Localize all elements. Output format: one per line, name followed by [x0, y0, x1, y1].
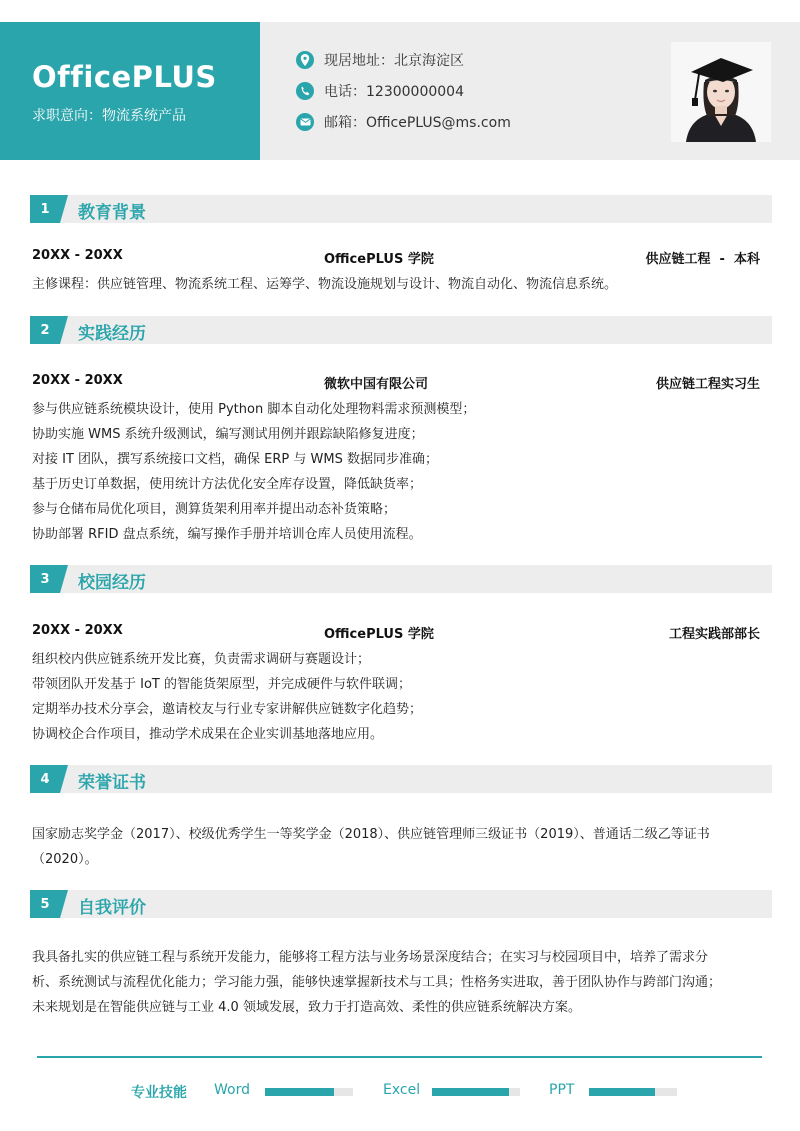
profile-photo [671, 42, 771, 142]
skill-bar [265, 1088, 353, 1096]
section-number: 4 [30, 765, 60, 793]
phone-row [296, 81, 464, 101]
education-entry [32, 248, 760, 268]
self-evaluation-line: 未来规划是在智能供应链与工业 4.0 领域发展，致力于打造高效、柔性的供应链系统解决方案。 [32, 1000, 581, 1015]
entry-organization: OfficePLUS 学院 [324, 252, 434, 267]
section-title: 自我评价 [78, 898, 146, 918]
entry-role: 供应链工程实习生 [655, 377, 760, 392]
skill-bar-fill [432, 1088, 509, 1096]
location-pin-icon [296, 51, 314, 69]
skill-name: Excel [383, 1082, 421, 1098]
list-item: 协调校企合作项目，推动学术成果在企业实训基地落地应用。 [32, 727, 384, 742]
campus-entry [32, 623, 760, 643]
skill-bar-fill [589, 1088, 655, 1096]
entry-organization: OfficePLUS 学院 [324, 627, 434, 642]
skill-bar [589, 1088, 677, 1096]
list-item: 协助部署 RFID 盘点系统，编写操作手册并培训仓库人员使用流程。 [32, 527, 422, 542]
section-number: 1 [30, 195, 60, 223]
section-header-practice [30, 316, 772, 344]
list-item: 组织校内供应链系统开发比赛，负责需求调研与赛题设计； [32, 652, 371, 667]
practice-entry [32, 373, 760, 393]
candidate-name: OfficePLUS [32, 60, 217, 94]
email-row [296, 112, 511, 132]
list-item: 参与供应链系统模块设计，使用 Python 脚本自动化处理物料需求预测模型； [32, 402, 476, 417]
entry-period: 20XX - 20XX [32, 623, 123, 638]
section-header-campus [30, 565, 772, 593]
entry-period: 20XX - 20XX [32, 248, 123, 263]
list-item: 基于历史订单数据，使用统计方法优化安全库存设置，降低缺货率； [32, 477, 423, 492]
section-header-education [30, 195, 772, 223]
address-text: 现居地址：北京海淀区 [324, 53, 464, 69]
section-title: 实践经历 [78, 324, 146, 344]
self-evaluation-line: 我具备扎实的供应链工程与系统开发能力，能够将工程方法与业务场景深度结合；在实习与校园项目中，培养了需求分 [32, 950, 709, 965]
mail-icon [296, 113, 314, 131]
phone-text: 电话：12300000004 [324, 84, 464, 100]
skill-bar-fill [265, 1088, 334, 1096]
section-title: 教育背景 [78, 203, 146, 223]
skill-bar [432, 1088, 520, 1096]
list-item: 协助实施 WMS 系统升级测试，编写测试用例并跟踪缺陷修复进度； [32, 427, 424, 442]
section-header-self [30, 890, 772, 918]
phone-icon [296, 82, 314, 100]
skill-name: PPT [549, 1082, 575, 1098]
section-number: 2 [30, 316, 60, 344]
section-number: 5 [30, 890, 60, 918]
section-number: 3 [30, 565, 60, 593]
entry-organization: 微软中国有限公司 [324, 377, 429, 392]
honors-text: 国家励志奖学金（2017）、校级优秀学生一等奖学金（2018）、供应链管理师三级证书（2019）、普通话二级乙等证书 [32, 827, 710, 842]
section-header-honors [30, 765, 772, 793]
list-item: 带领团队开发基于 IoT 的智能货架原型，并完成硬件与软件联调； [32, 677, 411, 692]
self-evaluation-line: 析、系统测试与流程优化能力；学习能力强，能够快速掌握新技术与工具；性格务实进取，善于团队协作与跨部门沟通； [32, 975, 722, 990]
address-row [296, 50, 464, 70]
section-title: 校园经历 [78, 573, 146, 593]
section-title: 荣誉证书 [78, 773, 146, 793]
list-item: 定期举办技术分享会，邀请校友与行业专家讲解供应链数字化趋势； [32, 702, 423, 717]
honors-text-continued: （2020）。 [32, 852, 98, 867]
skill-name: Word [214, 1082, 250, 1098]
entry-role: 工程实践部部长 [668, 627, 760, 642]
list-item: 参与仓储布局优化项目，测算货架利用率并提出动态补货策略； [32, 502, 397, 517]
email-text: 邮箱：OfficePLUS@ms.com [324, 115, 511, 131]
entry-role: 供应链工程 - 本科 [645, 252, 760, 267]
job-intent: 求职意向：物流系统产品 [32, 108, 186, 124]
skills-title: 专业技能 [131, 1085, 187, 1101]
education-courses: 主修课程：供应链管理、物流系统工程、运筹学、物流设施规划与设计、物流自动化、物流信息系统。 [32, 277, 618, 292]
skills-divider [37, 1056, 762, 1058]
list-item: 对接 IT 团队，撰写系统接口文档，确保 ERP 与 WMS 数据同步准确； [32, 452, 438, 467]
entry-period: 20XX - 20XX [32, 373, 123, 388]
